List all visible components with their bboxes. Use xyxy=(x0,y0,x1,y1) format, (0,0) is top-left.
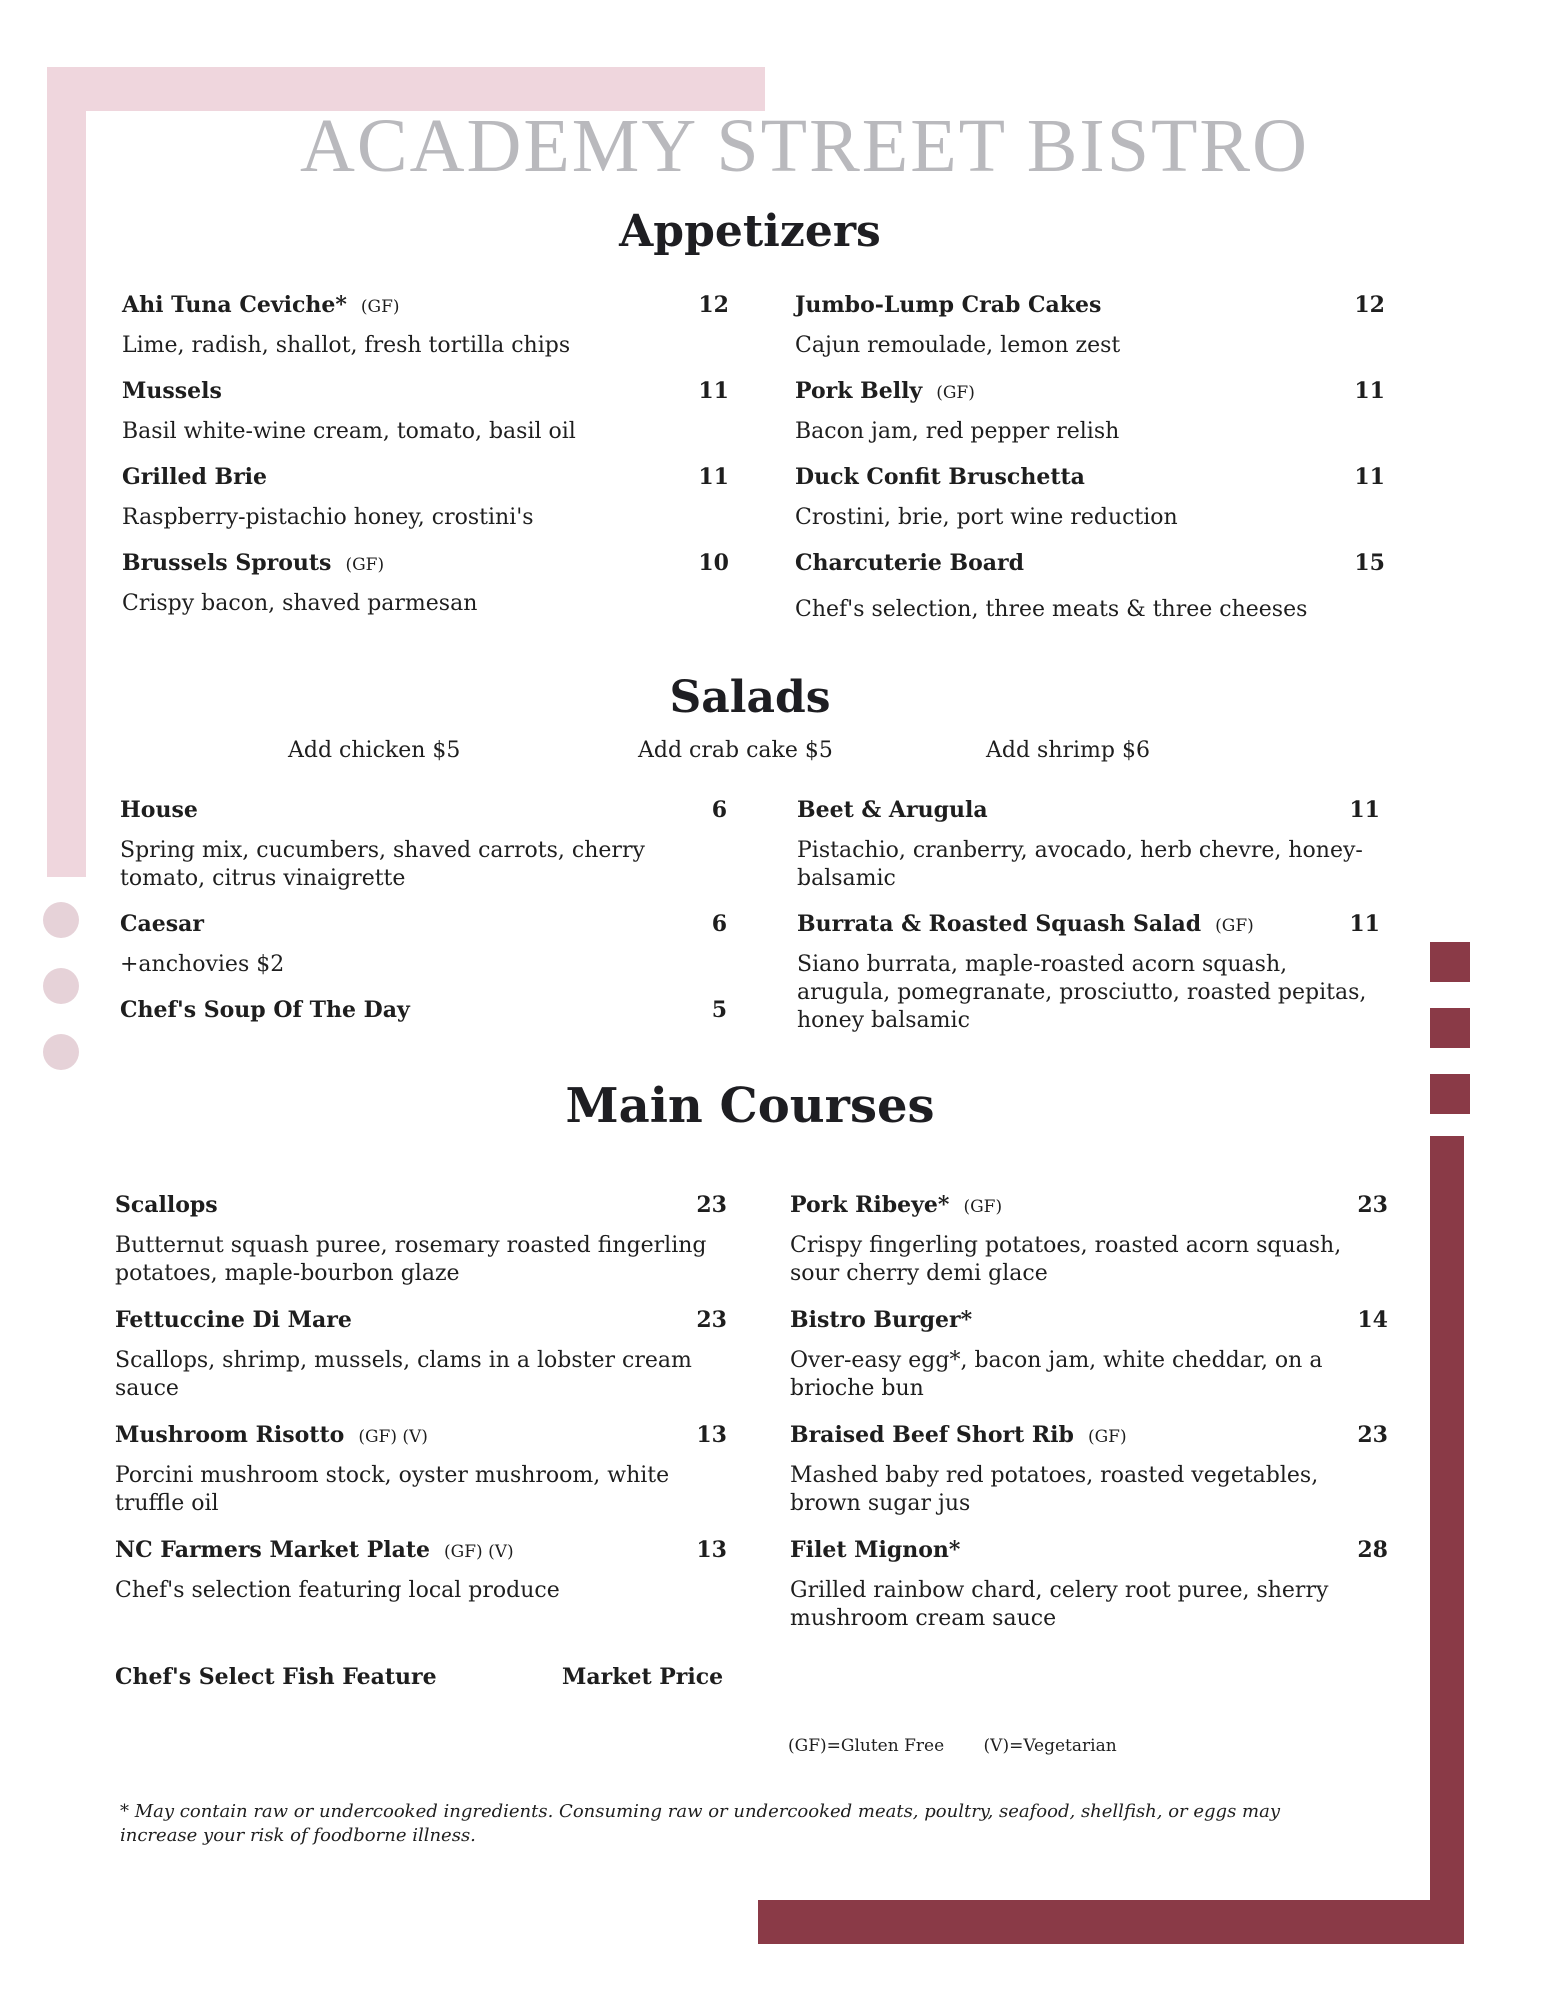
item-price: 11 xyxy=(1349,911,1380,937)
item-name: Braised Beef Short Rib (GF) xyxy=(790,1422,1127,1448)
item-name: Grilled Brie xyxy=(122,464,268,490)
menu-item xyxy=(115,1537,727,1623)
item-description: +anchovies $2 xyxy=(120,952,285,977)
item-description: Over-easy egg*, bacon jam, white cheddar, on a brioche bun xyxy=(790,1348,1323,1401)
item-tags: (GF) xyxy=(1215,916,1254,936)
item-description: Spring mix, cucumbers, shaved carrots, cherry tomato, citrus vinaigrette xyxy=(120,838,645,891)
menu-item xyxy=(795,464,1385,550)
item-description: Crispy bacon, shaved parmesan xyxy=(122,591,478,616)
menu-item xyxy=(120,911,727,997)
special-item-name: Chef's Select Fish Feature xyxy=(115,1664,437,1690)
item-name: NC Farmers Market Plate (GF) (V) xyxy=(115,1537,514,1563)
item-price: 23 xyxy=(696,1307,727,1333)
item-name: Scallops xyxy=(115,1192,218,1218)
section-title-main-courses: Main Courses xyxy=(565,1078,935,1134)
item-name: Chef's Soup Of The Day xyxy=(120,997,410,1023)
item-description: Porcini mushroom stock, oyster mushroom, white truffle oil xyxy=(115,1463,670,1516)
decorative-square xyxy=(1430,942,1470,982)
item-price: 13 xyxy=(696,1537,727,1563)
menu-item xyxy=(120,797,727,911)
menu-item xyxy=(122,292,729,378)
item-tags: (GF) xyxy=(360,297,400,317)
item-description: Bacon jam, red pepper relish xyxy=(795,419,1120,444)
item-tags: (GF) xyxy=(936,383,975,403)
salad-addons xyxy=(0,738,1545,768)
addon-option: Add shrimp $6 xyxy=(986,738,1150,763)
item-name: Mussels xyxy=(122,378,222,404)
item-description: Crostini, brie, port wine reduction xyxy=(795,505,1178,530)
item-name: Mushroom Risotto (GF) (V) xyxy=(115,1422,428,1448)
item-price: 10 xyxy=(698,550,729,576)
item-name: Fettuccine Di Mare xyxy=(115,1307,352,1333)
item-description: Raspberry-pistachio honey, crostini's xyxy=(122,505,534,530)
item-description: Basil white-wine cream, tomato, basil oil xyxy=(122,419,576,444)
menu-item xyxy=(115,1192,727,1307)
item-tags: (GF) (V) xyxy=(358,1427,428,1447)
disclaimer: * May contain raw or undercooked ingredients. Consuming raw or undercooked meats, poultry, seafood, shellfish, or eggs may increase your risk of foodborne illness. xyxy=(120,1801,1281,1846)
item-description: Crispy fingerling potatoes, roasted acorn squash, sour cherry demi glace xyxy=(790,1233,1342,1286)
menu-item xyxy=(790,1537,1388,1652)
item-name: Caesar xyxy=(120,911,204,937)
item-name: Pork Ribeye* (GF) xyxy=(790,1192,1003,1218)
item-name: Charcuterie Board xyxy=(795,550,1025,576)
item-price: 11 xyxy=(698,464,729,490)
item-name: Brussels Sprouts (GF) xyxy=(122,550,385,576)
item-price: 12 xyxy=(1354,292,1385,318)
item-price: 23 xyxy=(696,1192,727,1218)
item-description: Lime, radish, shallot, fresh tortilla chips xyxy=(122,333,571,358)
special-item-price: Market Price xyxy=(562,1664,724,1690)
section-title-appetizers: Appetizers xyxy=(619,206,881,257)
item-price: 12 xyxy=(698,292,729,318)
item-description: Cajun remoulade, lemon zest xyxy=(795,333,1121,358)
menu-item xyxy=(797,911,1380,1041)
item-description: Mashed baby red potatoes, roasted vegetables, brown sugar jus xyxy=(790,1463,1319,1516)
menu-item xyxy=(120,997,727,1037)
menu-item xyxy=(790,1422,1388,1537)
menu-item xyxy=(790,1307,1388,1422)
item-name: Ahi Tuna Ceviche* (GF) xyxy=(122,292,400,318)
item-name: Bistro Burger* xyxy=(790,1307,973,1333)
decorative-square xyxy=(1430,1074,1470,1114)
dietary-legend xyxy=(788,1736,1151,1756)
item-price: 6 xyxy=(711,797,727,823)
item-price: 23 xyxy=(1357,1192,1388,1218)
item-name: House xyxy=(120,797,198,823)
menu-item xyxy=(795,550,1385,636)
item-price: 28 xyxy=(1357,1537,1388,1563)
menu-item xyxy=(795,292,1385,378)
menu-item xyxy=(797,797,1380,911)
item-price: 13 xyxy=(696,1422,727,1448)
decorative-dot xyxy=(43,902,79,938)
item-price: 23 xyxy=(1357,1422,1388,1448)
item-price: 11 xyxy=(698,378,729,404)
item-price: 11 xyxy=(1354,378,1385,404)
addon-option: Add crab cake $5 xyxy=(638,738,833,763)
menu-item xyxy=(115,1422,727,1537)
item-price: 6 xyxy=(711,911,727,937)
appetizers-right-column xyxy=(795,292,1385,636)
item-description: Chef's selection featuring local produce xyxy=(115,1578,560,1603)
item-tags: (GF) (V) xyxy=(444,1542,514,1562)
item-description: Chef's selection, three meats & three cheeses xyxy=(795,597,1308,622)
legend-vegetarian: (V)=Vegetarian xyxy=(983,1736,1117,1756)
item-description: Siano burrata, maple-roasted acorn squash, arugula, pomegranate, prosciutto, roasted pepitas, honey balsamic xyxy=(797,952,1367,1033)
menu-item xyxy=(122,464,729,550)
item-price: 15 xyxy=(1354,550,1385,576)
addon-option: Add chicken $5 xyxy=(288,738,461,763)
salads-left-column xyxy=(120,797,727,1037)
menu-item xyxy=(122,378,729,464)
decorative-square xyxy=(1430,1008,1470,1048)
menu-item xyxy=(795,378,1385,464)
item-name: Burrata & Roasted Squash Salad (GF) xyxy=(797,911,1254,937)
item-description: Scallops, shrimp, mussels, clams in a lobster cream sauce xyxy=(115,1348,692,1401)
item-name: Pork Belly (GF) xyxy=(795,378,975,404)
section-title-salads: Salads xyxy=(669,672,831,723)
item-name: Jumbo-Lump Crab Cakes xyxy=(795,292,1102,318)
mains-right-column xyxy=(790,1192,1388,1652)
legend-gluten-free: (GF)=Gluten Free xyxy=(788,1736,945,1756)
item-name: Beet & Arugula xyxy=(797,797,988,823)
salads-right-column xyxy=(797,797,1380,1041)
item-name: Duck Confit Bruschetta xyxy=(795,464,1085,490)
item-description: Pistachio, cranberry, avocado, herb chevre, honey-balsamic xyxy=(797,838,1363,891)
item-description: Butternut squash puree, rosemary roasted fingerling potatoes, maple-bourbon glaze xyxy=(115,1233,707,1286)
item-price: 11 xyxy=(1354,464,1385,490)
decorative-bottom-bar xyxy=(758,1900,1464,1944)
menu-item xyxy=(115,1307,727,1422)
item-price: 11 xyxy=(1349,797,1380,823)
restaurant-name: ACADEMY STREET BISTRO xyxy=(300,104,1309,188)
item-tags: (GF) xyxy=(1087,1427,1127,1447)
menu-item xyxy=(122,550,729,636)
item-name: Filet Mignon* xyxy=(790,1537,961,1563)
item-tags: (GF) xyxy=(963,1197,1003,1217)
appetizers-left-column xyxy=(122,292,729,636)
item-description: Grilled rainbow chard, celery root puree, sherry mushroom cream sauce xyxy=(790,1578,1329,1631)
decorative-dot xyxy=(43,1034,79,1070)
decorative-right-bar xyxy=(1430,1136,1464,1916)
item-price: 5 xyxy=(711,997,727,1023)
mains-left-column xyxy=(115,1192,727,1623)
item-price: 14 xyxy=(1357,1307,1388,1333)
menu-item xyxy=(790,1192,1388,1307)
item-tags: (GF) xyxy=(345,555,385,575)
decorative-dot xyxy=(43,968,79,1004)
